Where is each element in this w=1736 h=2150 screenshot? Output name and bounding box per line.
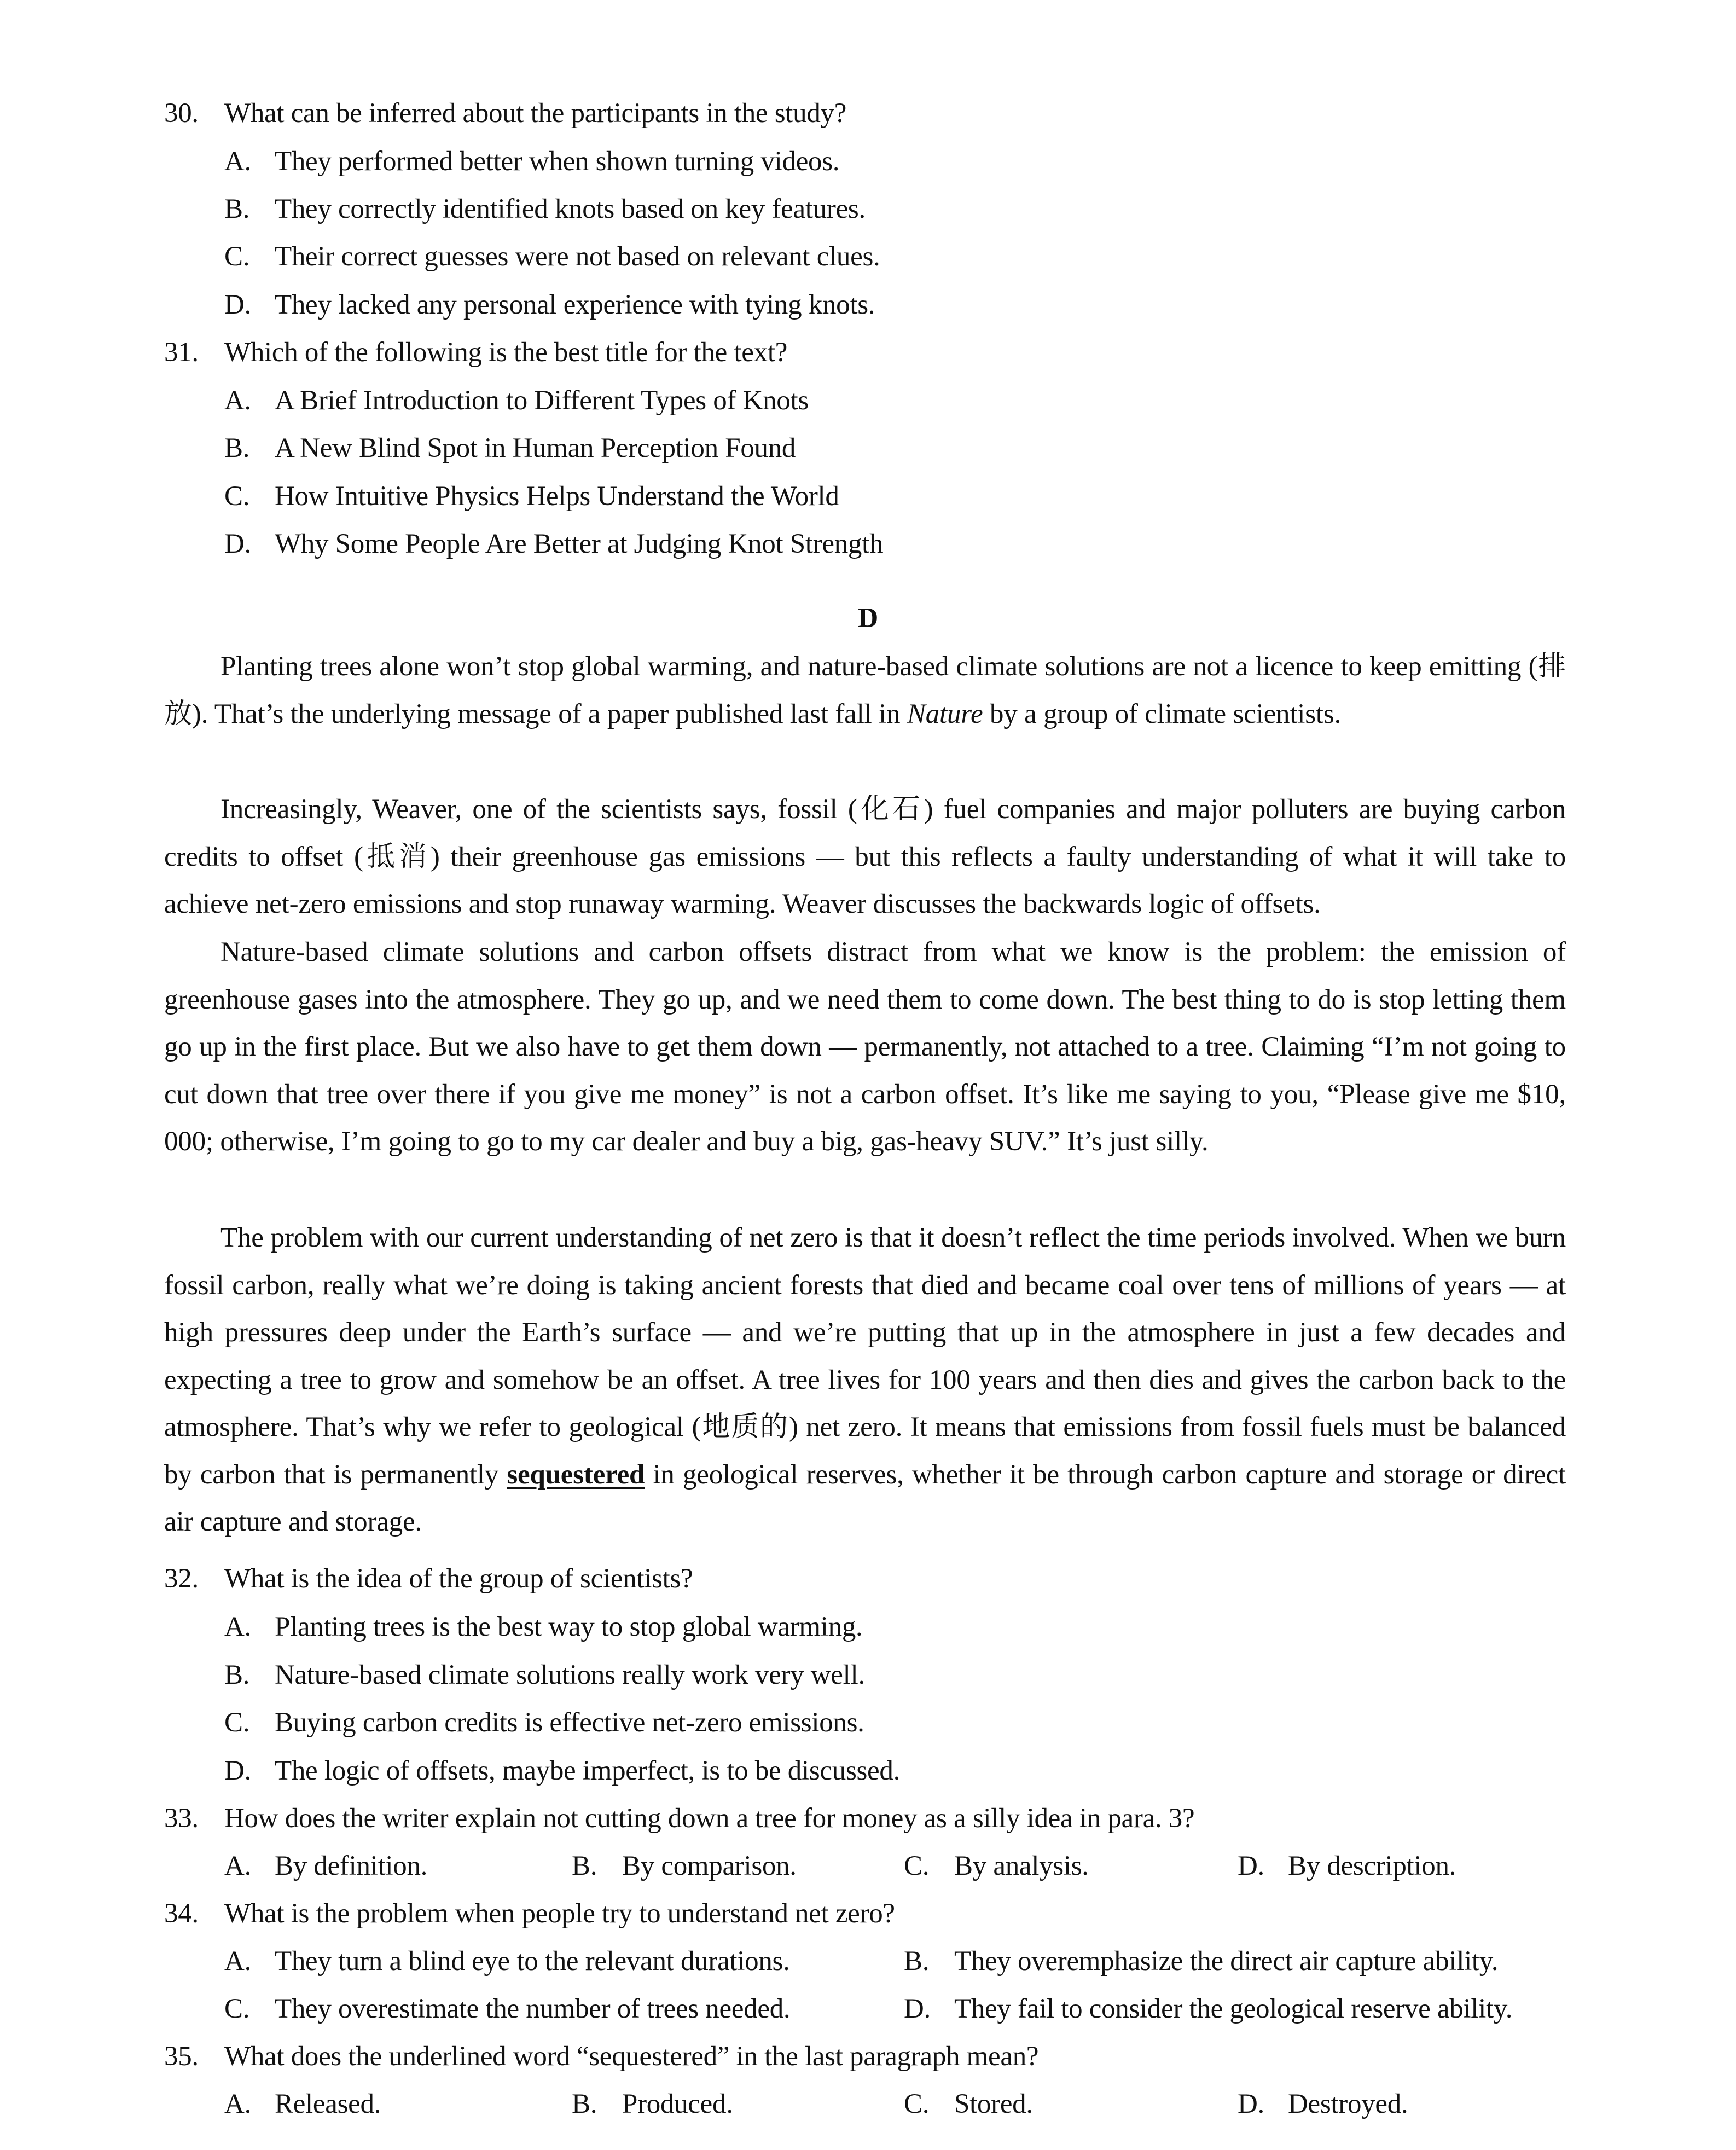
option-34-a: A. They turn a blind eye to the relevant durations. <box>224 1946 790 1977</box>
question-number: 31. <box>164 337 199 368</box>
question-stem: What does the underlined word “sequestered” in the last paragraph mean? <box>224 2041 1039 2072</box>
option-35-a: A. Released. <box>224 2089 381 2119</box>
option-35-c: C. Stored. <box>904 2089 1033 2119</box>
section-heading: D <box>857 602 879 634</box>
option-33-c: C. By analysis. <box>904 1851 1089 1881</box>
question-33 <box>164 1803 1565 1834</box>
question-number: 35. <box>164 2041 199 2072</box>
question-number: 32. <box>164 1563 199 1594</box>
question-32 <box>164 1563 1565 1595</box>
option-35-d: D. Destroyed. <box>1238 2089 1408 2119</box>
question-stem: What can be inferred about the participants in the study? <box>224 98 847 129</box>
option-32-c: C. Buying carbon credits is effective net-zero emissions. <box>224 1707 864 1738</box>
passage-paragraph-2: Increasingly, Weaver, one of the scientists says, fossil (化石) fuel companies and major polluters are buying carbon credits to offset (抵消) their greenhouse gas emissions — but this reflects a faulty understanding of what it will take to achieve net-zero emissions and stop runaway warming. Weaver discusses the backwards logic of offsets. <box>164 794 1566 919</box>
passage-paragraph-4: The problem with our current understanding of net zero is that it doesn’t reflect the time periods involved. When we burn fossil carbon, really what we’re doing is taking ancient forests that died and became coal over tens of millions of years — at high pressures deep under the Earth’s surface — and we’re putting that up in the atmosphere in just a few decades and expecting a tree to grow and somehow be an offset. A tree lives for 100 years and then dies and gives the carbon back to the atmosphere. That’s why we refer to geological (地质的) net zero. It means that emissions from fossil fuels must be balanced by carbon that is permanently sequestered in geological reserves, whether it be through carbon capture and storage or direct air capture and storage. <box>164 1222 1566 1537</box>
underlined-word: sequestered <box>507 1459 645 1490</box>
passage-paragraph-1: Planting trees alone won’t stop global warming, and nature-based climate solutions are not a licence to keep emitting (排放). That’s the underlying message of a paper published last fall in Nature by a group of climate scientists. <box>164 651 1566 729</box>
option-33-d: D. By description. <box>1238 1851 1456 1881</box>
option-31-b: B. A New Blind Spot in Human Perception Found <box>224 433 796 463</box>
option-31-a: A. A Brief Introduction to Different Types of Knots <box>224 385 809 416</box>
question-34 <box>164 1898 1565 1929</box>
option-31-d: D. Why Some People Are Better at Judging Knot Strength <box>224 529 884 559</box>
option-31-c: C. How Intuitive Physics Helps Understand the World <box>224 481 839 512</box>
question-30 <box>164 97 1565 129</box>
option-33-a: A. By definition. <box>224 1851 428 1881</box>
option-30-d: D. They lacked any personal experience with tying knots. <box>224 289 875 320</box>
option-32-a: A. Planting trees is the best way to stop global warming. <box>224 1612 863 1642</box>
option-34-d: D. They fail to consider the geological reserve ability. <box>904 1993 1513 2024</box>
option-32-b: B. Nature-based climate solutions really work very well. <box>224 1660 865 1690</box>
option-34-b: B. They overemphasize the direct air capture ability. <box>904 1946 1499 1977</box>
option-32-d: D. The logic of offsets, maybe imperfect, is to be discussed. <box>224 1755 901 1786</box>
question-number: 33. <box>164 1803 199 1834</box>
option-30-c: C. Their correct guesses were not based on relevant clues. <box>224 241 880 272</box>
passage-paragraph-3: Nature-based climate solutions and carbon offsets distract from what we know is the problem: the emission of greenhouse gases into the atmosphere. They go up, and we need them to come down. The best thing to do is stop letting them go up in the first place. But we also have to get them down — permanently, not attached to a tree. Claiming “I’m not going to cut down that tree over there if you give me money” is not a carbon offset. It’s like me saying to you, “Please give me $10, 000; otherwise, I’m going to go to my car dealer and buy a big, gas-heavy SUV.” It’s just silly. <box>164 937 1566 1157</box>
option-35-b: B. Produced. <box>572 2089 733 2119</box>
question-number: 34. <box>164 1898 199 1929</box>
question-stem: What is the idea of the group of scientists? <box>224 1563 693 1594</box>
question-number: 30. <box>164 98 199 129</box>
option-33-b: B. By comparison. <box>572 1851 797 1881</box>
question-35 <box>164 2041 1565 2072</box>
option-30-a: A. They performed better when shown turning videos. <box>224 146 840 177</box>
question-stem: Which of the following is the best title for the text? <box>224 337 788 368</box>
journal-name: Nature <box>907 698 983 729</box>
question-stem: What is the problem when people try to understand net zero? <box>224 1898 895 1929</box>
option-34-c: C. They overestimate the number of trees needed. <box>224 1993 791 2024</box>
question-31 <box>164 337 1565 368</box>
question-stem: How does the writer explain not cutting down a tree for money as a silly idea in para. 3? <box>224 1803 1195 1834</box>
option-30-b: B. They correctly identified knots based on key features. <box>224 194 866 224</box>
